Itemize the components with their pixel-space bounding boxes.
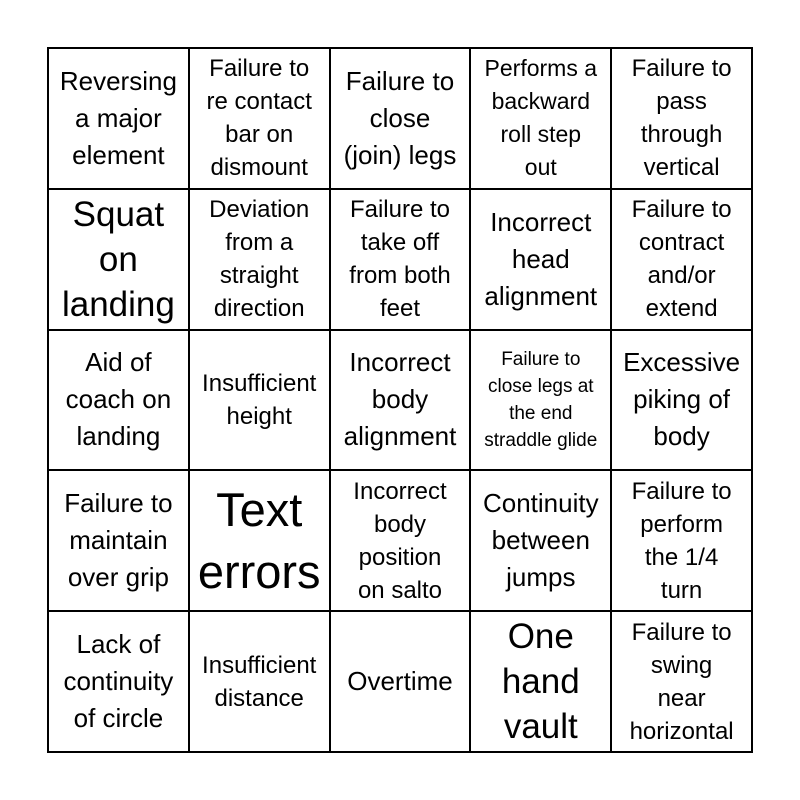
bingo-cell-2-1[interactable]	[48, 189, 189, 330]
cell-label: Performs a backward roll step out	[484, 55, 598, 181]
cell-label: One hand vault	[501, 617, 580, 747]
cell-label: Failure to perform the 1/4 turn	[631, 477, 732, 604]
cell-label: Aid of coach on landing	[65, 347, 172, 452]
cell-label: Incorrect body alignment	[343, 347, 457, 452]
cell-label: Failure to maintain over grip	[64, 488, 173, 593]
bingo-cell-3-1[interactable]	[48, 330, 189, 471]
bingo-cell-3-5[interactable]	[611, 330, 752, 471]
bingo-cell-5-5[interactable]	[611, 611, 752, 752]
bingo-cell-2-5[interactable]	[611, 189, 752, 330]
cell-label: Deviation from a straight direction	[209, 196, 310, 323]
bingo-cell-4-1[interactable]	[48, 470, 189, 611]
bingo-cell-2-2[interactable]	[189, 189, 330, 330]
bingo-cell-5-3[interactable]	[330, 611, 471, 752]
bingo-cell-3-4[interactable]	[470, 330, 611, 471]
cell-label: Squat on landing	[61, 194, 175, 324]
cell-label: Incorrect head alignment	[484, 206, 598, 311]
cell-label: Failure to swing near horizontal	[629, 618, 734, 745]
bingo-cell-5-4[interactable]	[470, 611, 611, 752]
bingo-cell-1-3[interactable]	[330, 48, 471, 189]
cell-label: Overtime	[347, 666, 453, 697]
cell-label: Insufficient distance	[202, 651, 317, 712]
bingo-board	[47, 47, 753, 753]
cell-label: Failure to close legs at the end straddle glide	[484, 348, 598, 451]
bingo-cell-2-3[interactable]	[330, 189, 471, 330]
bingo-cell-4-4[interactable]	[470, 470, 611, 611]
cell-label: Text errors	[197, 482, 321, 598]
cell-label: Failure to close (join) legs	[343, 65, 457, 170]
bingo-cell-3-2[interactable]	[189, 330, 330, 471]
bingo-cell-4-2[interactable]	[189, 470, 330, 611]
bingo-cell-4-3[interactable]	[330, 470, 471, 611]
bingo-cell-3-3[interactable]	[330, 330, 471, 471]
bingo-cell-1-2[interactable]	[189, 48, 330, 189]
cell-label: Lack of continuity of circle	[63, 629, 174, 734]
bingo-cell-5-1[interactable]	[48, 611, 189, 752]
bingo-cell-1-5[interactable]	[611, 48, 752, 189]
cell-label: Failure to take off from both feet	[349, 196, 451, 323]
cell-label: Insufficient height	[202, 369, 317, 430]
cell-label: Continuity between jumps	[482, 488, 599, 593]
cell-label: Failure to pass through vertical	[631, 55, 732, 182]
bingo-cell-2-4[interactable]	[470, 189, 611, 330]
cell-label: Reversing a major element	[59, 65, 177, 170]
cell-label: Failure to re contact bar on dismount	[206, 55, 312, 182]
bingo-cell-4-5[interactable]	[611, 470, 752, 611]
bingo-cell-5-2[interactable]	[189, 611, 330, 752]
bingo-cell-1-1[interactable]	[48, 48, 189, 189]
cell-label: Incorrect body position on salto	[353, 477, 447, 604]
bingo-cell-1-4[interactable]	[470, 48, 611, 189]
cell-label: Failure to contract and/or extend	[631, 196, 732, 323]
cell-label: Excessive piking of body	[623, 347, 741, 452]
